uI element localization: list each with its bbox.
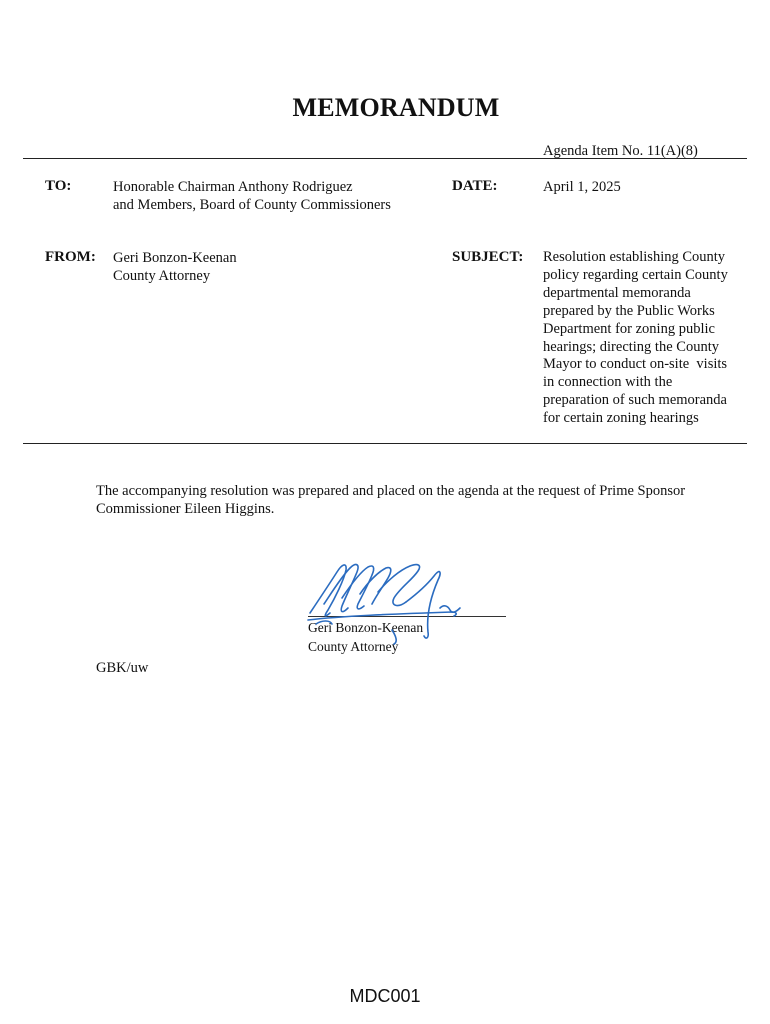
handwritten-signature bbox=[302, 558, 467, 646]
subject-line: Resolution establishing County bbox=[543, 249, 726, 265]
signatory-title: County Attorney bbox=[308, 639, 399, 654]
body-line: Commissioner Eileen Higgins. bbox=[96, 501, 275, 517]
memo-title: MEMORANDUM bbox=[292, 93, 500, 122]
subject-line: preparation of such memoranda bbox=[543, 392, 727, 409]
signatory-name: Geri Bonzon-Keenan bbox=[308, 620, 424, 635]
from-sender-title: County Attorney bbox=[113, 268, 211, 284]
subject-text bbox=[543, 249, 748, 428]
subject-line: policy regarding certain County bbox=[543, 266, 728, 283]
subject-label: SUBJECT: bbox=[452, 249, 524, 265]
to-recipient-line2: and Members, Board of County Commissioners bbox=[113, 197, 391, 213]
from-sender-name: Geri Bonzon-Keenan bbox=[113, 250, 237, 266]
top-divider bbox=[23, 158, 747, 159]
bottom-divider bbox=[23, 443, 747, 444]
subject-line: in connection with the bbox=[543, 374, 673, 391]
to-label: TO: bbox=[45, 178, 72, 194]
memo-body bbox=[96, 482, 736, 518]
subject-line: for certain zoning hearings bbox=[543, 410, 699, 427]
subject-line: Mayor to conduct on-site visits bbox=[543, 356, 728, 373]
body-line: The accompanying resolution was prepared and placed on the agenda at the request of Prime Sponsor bbox=[96, 483, 686, 499]
subject-line: departmental memoranda bbox=[543, 284, 691, 301]
page-footer-code: MDC001 bbox=[349, 986, 421, 1006]
subject-line: hearings; directing the County bbox=[543, 338, 719, 355]
date-value: April 1, 2025 bbox=[543, 179, 621, 195]
date-label: DATE: bbox=[452, 178, 498, 194]
subject-line: Department for zoning public bbox=[543, 320, 715, 337]
agenda-item-number: Agenda Item No. 11(A)(8) bbox=[543, 143, 698, 159]
typist-initials: GBK/uw bbox=[96, 660, 149, 676]
subject-line: prepared by the Public Works bbox=[543, 302, 715, 319]
to-recipient-line1: Honorable Chairman Anthony Rodriguez bbox=[113, 179, 353, 195]
from-label: FROM: bbox=[45, 249, 96, 265]
